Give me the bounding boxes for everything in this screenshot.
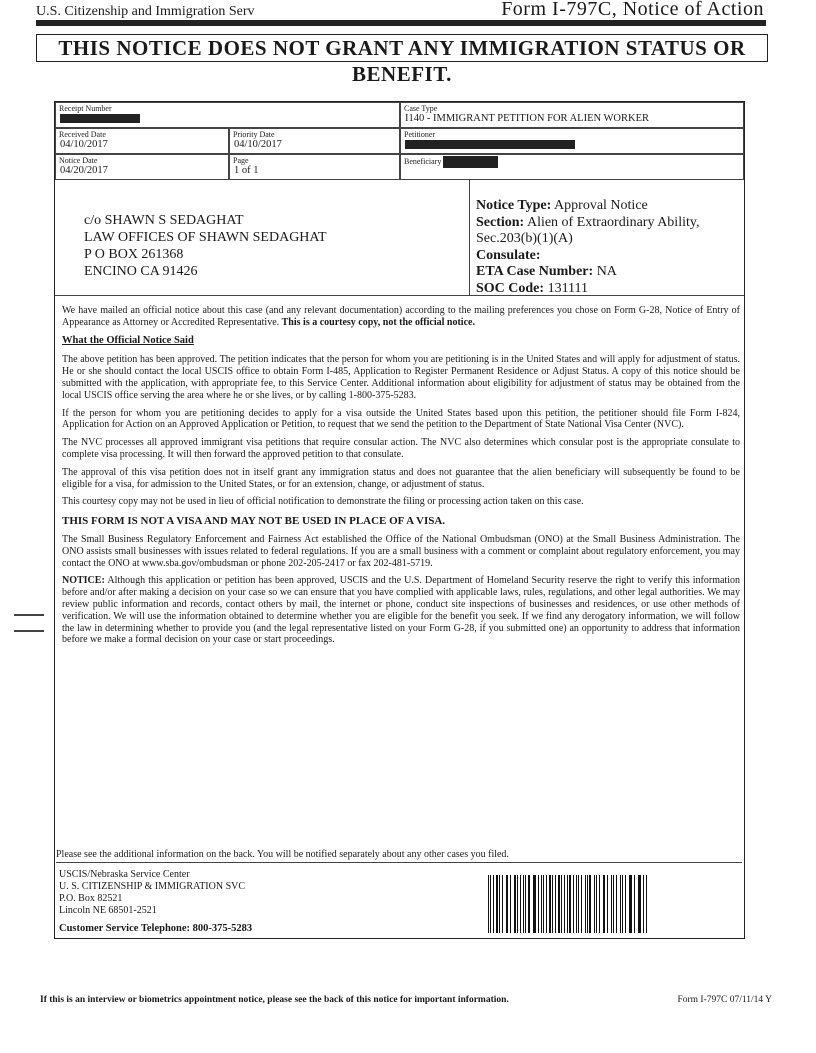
section-value-2: Sec.203(b)(1)(A) xyxy=(476,231,573,246)
form-title: Form I-797C, Notice of Action xyxy=(501,0,764,20)
barcode xyxy=(488,875,648,933)
barcode-bar xyxy=(629,875,630,933)
service-center xyxy=(59,869,252,935)
redaction-bar xyxy=(405,140,575,149)
barcode-bar xyxy=(499,875,500,933)
barcode-bar xyxy=(561,875,562,933)
paragraph-3: The NVC processes all approved immigrant visa petitions that require consular action. The NVC also determines which consular post is the appropriate consulate to complete visa processing. It will then forward the approved petition to that consulate. xyxy=(62,437,740,460)
soc-label: SOC Code: xyxy=(476,280,545,296)
barcode-bar xyxy=(578,875,579,933)
barcode-bar xyxy=(534,875,535,933)
barcode-bar xyxy=(496,875,498,933)
barcode-bar xyxy=(622,875,623,933)
service-line-2: U. S. CITIZENSHIP & IMMIGRATION SVC xyxy=(59,881,246,892)
paragraph-6: The Small Business Regulatory Enforcement and Fairness Act established the Office of the National Ombudsman (ONO) at the Small Business Administration. The ONO assists small businesses with issues related to federal regulations. If you are a small business with a comment or complaint about regulatory enforcement, you may contact the ONO at www.sba.gov/ombudsman or phone 202-205-2417 or fax 202-481-5719. xyxy=(62,533,740,569)
header-bar xyxy=(36,20,766,26)
received-date-value: 04/10/2017 xyxy=(60,139,108,150)
barcode-bar xyxy=(502,875,503,933)
service-line-1: USCIS/Nebraska Service Center xyxy=(59,869,190,880)
redaction-bar xyxy=(443,156,498,168)
notice-date-label: Notice Date xyxy=(59,156,98,165)
received-date-label: Received Date xyxy=(59,130,106,139)
barcode-bar xyxy=(620,875,621,933)
petitioner-label: Petitioner xyxy=(404,130,436,139)
paragraph-4: The approval of this visa petition does not in itself grant any immigration status and does not guarantee that the alien beneficiary will subsequently be found to be eligible for a visa, for admission to the United States, or for an extension, change, or adjustment of status. xyxy=(62,466,740,490)
barcode-bar xyxy=(625,875,626,933)
barcode-bar xyxy=(528,875,530,933)
margin-mark xyxy=(14,614,44,616)
notice-details xyxy=(476,198,699,297)
priority-date-label: Priority Date xyxy=(233,130,275,139)
page-label: Page xyxy=(233,156,249,165)
barcode-bar xyxy=(616,875,617,933)
service-line-4: Lincoln NE 68501-2521 xyxy=(59,905,157,916)
barcode-bar xyxy=(493,875,494,933)
notice-body xyxy=(62,305,740,652)
paragraph-5: This courtesy copy may not be used in lieu of official notification to demonstrate the filing or processing action taken on this case. xyxy=(62,496,584,508)
barcode-bar xyxy=(488,875,489,933)
eta-label: ETA Case Number: xyxy=(476,264,594,279)
beneficiary-cell xyxy=(400,154,744,180)
paragraph-2: If the person for whom you are petitioning decides to apply for a visa outside the United States based upon this petition, the petitioner should file Form I-824, Application for Action on an Approved Application or Petition, to request that we send the petition to the Department of State National Visa Center (NVC). xyxy=(62,407,740,431)
barcode-bar xyxy=(585,875,586,933)
priority-date-cell xyxy=(229,128,400,154)
agency-header: U.S. Citizenship and Immigration Serv xyxy=(36,4,255,19)
visa-warning: THIS FORM IS NOT A VISA AND MAY NOT BE USED IN PLACE OF A VISA. xyxy=(62,515,446,528)
receipt-number-cell xyxy=(55,102,400,128)
status-banner: THIS NOTICE DOES NOT GRANT ANY IMMIGRATION STATUS OR BENEFIT. xyxy=(36,34,768,62)
barcode-bar xyxy=(587,875,588,933)
paragraph-1: The above petition has been approved. The petition indicates that the person for whom you are petitioning is in the United States and will apply for adjustment of status. He or she should contact the local USCIS office to obtain Form I-485, Application to Register Permanent Residence or Adjust Status. A copy of this notice should be submitted with the application, with appropriate fee, to this Service Center. Additional information about eligibility for adjustment of status may be obtained from the local USCIS office serving the area where he or she lives, or by calling 1-800-375-5283. xyxy=(62,354,740,401)
case-type-cell xyxy=(400,102,744,128)
petitioner-cell xyxy=(400,128,744,154)
barcode-bar xyxy=(639,875,640,933)
soc-value: 131111 xyxy=(547,280,589,296)
barcode-bar xyxy=(604,875,605,933)
barcode-bar xyxy=(517,875,518,933)
barcode-bar xyxy=(596,875,597,933)
footer-note: If this is an interview or biometrics appointment notice, please see the back of this notice for important information. xyxy=(40,995,509,1005)
section-label: Section: xyxy=(476,214,525,230)
consulate-label: Consulate: xyxy=(476,247,541,263)
address-line-2: LAW OFFICES OF SHAWN SEDAGHAT xyxy=(84,230,327,245)
received-date-cell xyxy=(55,128,229,154)
notice-date-value: 04/20/2017 xyxy=(60,165,108,176)
mailing-address xyxy=(84,212,327,280)
notice-type-label: Notice Type: xyxy=(476,198,552,213)
barcode-bar xyxy=(581,875,582,933)
barcode-bar xyxy=(543,875,544,933)
barcode-bar xyxy=(490,875,491,933)
section-heading: What the Official Notice Said xyxy=(62,334,194,346)
customer-service-phone: Customer Service Telephone: 800-375-5283 xyxy=(59,923,253,934)
barcode-bar xyxy=(576,875,577,933)
barcode-bar xyxy=(523,875,524,933)
barcode-bar xyxy=(603,875,604,933)
barcode-bar xyxy=(538,875,539,933)
notice-date-cell xyxy=(55,154,229,180)
barcode-bar xyxy=(613,875,615,933)
address-line-1: c/o SHAWN S SEDAGHAT xyxy=(84,213,244,228)
address-line-3: P O BOX 261368 xyxy=(84,247,184,262)
barcode-bar xyxy=(567,875,568,933)
barcode-bar xyxy=(514,875,516,933)
barcode-bar xyxy=(555,875,556,933)
redaction-bar xyxy=(60,114,140,123)
barcode-bar xyxy=(525,875,526,933)
barcode-bar xyxy=(594,875,595,933)
service-line-3: P.O. Box 82521 xyxy=(59,893,123,904)
barcode-bar xyxy=(643,875,644,933)
beneficiary-label: Beneficiary xyxy=(401,155,743,168)
case-type-value: I140 - IMMIGRANT PETITION FOR ALIEN WORKER xyxy=(405,113,650,124)
intro-paragraph: We have mailed an official notice about this case (and any relevant documentation) according to the mailing preferences you chose on Form G-28, Notice of Entry of Appearance as Attorney or Accredited Representative. This is a courtesy copy, not the official notice. xyxy=(62,305,740,328)
barcode-bar xyxy=(638,875,639,933)
barcode-bar xyxy=(506,875,507,933)
address-divider xyxy=(469,180,470,296)
barcode-bar xyxy=(573,875,574,933)
barcode-bar xyxy=(541,875,542,933)
barcode-bar xyxy=(549,875,551,933)
paragraph-7: NOTICE: Although this application or petition has been approved, USCIS and the U.S. Department of Homeland Security reserve the right to verify this information before and/or after making a decision on your case so we can ensure that you have complied with applicable laws, rules, regulations, and other legal authorities. We may review public information and records, contact others by mail, the internet or phone, conduct site inspections of businesses and residences, or use other methods of verification. We will use the information obtained to determine whether you are eligible for the benefit you seek. If we find any derogatory information, we will follow the law in determining whether to provide you (and the legal representative listed on your Form G-28, if you submitted one) an opportunity to address that information before we make a formal decision on your case or start proceedings. xyxy=(62,575,740,646)
barcode-bar xyxy=(507,875,508,933)
see-back-note: Please see the additional information on the back. You will be notified separately about any other cases you filed. xyxy=(56,849,742,863)
barcode-bar xyxy=(558,875,559,933)
section-value: Alien of Extraordinary Ability, xyxy=(526,214,700,230)
barcode-bar xyxy=(634,875,635,933)
barcode-bar xyxy=(564,875,565,933)
notice-type-value: Approval Notice xyxy=(554,198,648,213)
address-line-4: ENCINO CA 91426 xyxy=(84,264,198,279)
intro-bold: This is a courtesy copy, not the official notice. xyxy=(281,316,475,328)
barcode-bar xyxy=(520,875,521,933)
barcode-bar xyxy=(607,875,608,933)
barcode-bar xyxy=(533,875,534,933)
receipt-number-label: Receipt Number xyxy=(59,104,112,113)
barcode-bar xyxy=(552,875,553,933)
case-type-label: Case Type xyxy=(404,104,438,113)
barcode-bar xyxy=(589,875,591,933)
page-cell xyxy=(229,154,400,180)
notice-label: NOTICE: xyxy=(62,575,105,587)
form-number: Form I-797C 07/11/14 Y xyxy=(677,995,772,1005)
margin-mark xyxy=(14,630,44,632)
barcode-bar xyxy=(611,875,612,933)
priority-date-value: 04/10/2017 xyxy=(234,139,282,150)
barcode-bar xyxy=(546,875,547,933)
eta-value: NA xyxy=(596,264,617,279)
page-value: 1 of 1 xyxy=(234,165,259,176)
barcode-bar xyxy=(646,875,647,933)
barcode-bar xyxy=(510,875,511,933)
barcode-bar xyxy=(630,875,632,933)
barcode-bar xyxy=(569,875,571,933)
barcode-bar xyxy=(599,875,600,933)
